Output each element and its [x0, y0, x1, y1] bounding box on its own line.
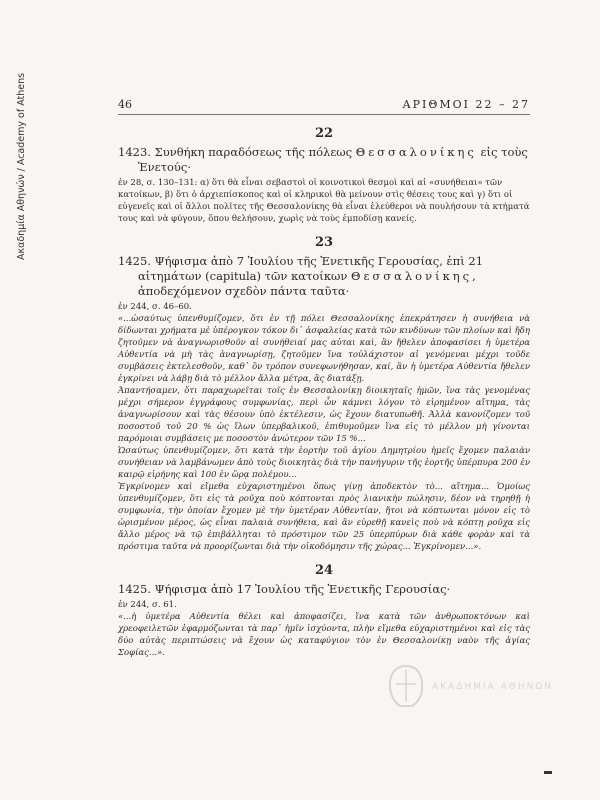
header-rule	[118, 114, 530, 115]
quote-paragraph: Ὡσαύτως ὑπενθυμίζομεν, ὅτι κατὰ τὴν ἑορτὴν τοῦ ἁγίου Δημητρίου ἡμεῖς ἔχομεν παλαιὰν συνήθειαν νὰ λαμβάνωμεν ἀπὸ τοὺς διοικητὰς διὰ τὴν πανήγυριν τῆς ἑορτῆς ὑπέρπυρα 200 ἐν καιρῷ εἰρήνης καὶ 100 ἐν ὥρᾳ πολέμου...	[118, 446, 530, 480]
section-source: ἐν 244, σ. 46–60.	[118, 302, 192, 312]
heading-part: 1425. Ψήφισμα ἀπὸ 17 Ἰουλίου τῆς Ἑνετικῆς Γερουσίας·	[118, 582, 451, 596]
heading-part: 1425. Ψήφισμα ἀπὸ 7 Ἰουλίου τῆς Ἑνετικῆς Γερουσίας, ἐπὶ 21 αἰτημάτων (capitula) τῶν κατοίκων	[118, 254, 484, 283]
quote-paragraph: «...ἡ ὑμετέρα Αὐθεντία θέλει καὶ ἀποφασίζει, ἵνα κατὰ τῶν ἀνθρωποκτόνων καὶ χρεοφειλετῶν ἐφαρμόζωνται τὰ παρ᾽ ἡμῖν ἰσχύοντα, πλὴν εἴμεθα εὐχαριστημένοι καὶ εἰς τὰς δύο αὐτὰς περιπτώσεις νὰ ἔχουν ὡς καταφύγιον τὸν ἐν Θεσσαλονίκῃ ναὸν τῆς ἁγίας Σοφίας...».	[118, 612, 530, 658]
quote-paragraph: Ἐγκρίνομεν καὶ εἴμεθα εὐχαριστημένοι ὅπως γίνῃ ἀποδεκτὸν τὸ... αἴτημα... Ὁμοίως ὑπενθυμίζομεν, ὅτι εἰς τὰ ροῦχα ποὺ κόπτονται πρὸς λιανικὴν πώλησιν, δέον νὰ τηρηθῇ ἡ συμφωνία, τὴν ὁποίαν ἔχομεν μὲ τὴν ὑμετέραν Αὐθεντίαν, ἤτοι νὰ κόπτωνται μόνον εἰς τὸ ὡρισμένον μέρος, ὡς εἶναι παλαιὰ συνήθεια, καὶ ἂν εὑρεθῇ κανεὶς ποὺ νὰ κόπτῃ ροῦχα εἰς ἄλλο μέρος νὰ τῷ ἐπιβάλληται τὸ πρόστιμον τῶν 25 ὑπερπύρων διὰ κάθε φορὰν καὶ τὰ πρόστιμα ταῦτα νὰ προορίζωνται διὰ τὴν οἰκοδόμησιν τῆς χώρας... Ἐγκρίνομεν...».	[118, 482, 530, 552]
page-number: 46	[118, 98, 132, 111]
side-archive-label	[4, 20, 27, 260]
quote-paragraph: Ἀπαντήσαμεν, ὅτι παραχωρεῖται τοῖς ἐν Θεσσαλονίκῃ διοικηταῖς ἡμῶν, ἵνα τὰς γενομένας μέχρι σήμερον ἐγγράφους συμφωνίας, περὶ ὧν κάμνει λόγον τὸ εἰρημένον αἴτημα, τὰς ἀναγνωρίσουν καὶ τὰς θέσουν ὑπὸ ἐκτέλεσιν, ὡς ἔχουν διατυπωθῆ. Ἀλλὰ κανονίζομεν τοῦ ποσοστοῦ τοῦ 20 % ὡς ἴλων ὑπερβαλικοῦ, ἐπιθυμοῦμεν ἵνα εἰς τὸ μέλλον μὴ γίνονται παρόμοιαι συμβάσεις με ποσοστὸν ἀνώτερον τῶν 15 %...	[118, 386, 530, 444]
academy-watermark	[384, 662, 574, 712]
heading-city: Θεσσαλονίκης	[355, 145, 477, 159]
section-number: 23	[314, 235, 334, 250]
section-heading	[118, 145, 530, 175]
section-number: 22	[314, 126, 334, 141]
quote-paragraph: «...ὡσαύτως ὑπενθυμίζομεν, ὅτι ἐν τῇ πόλει Θεσσαλονίκης ἐπεκράτησεν ἡ συνήθεια νὰ δίδωνται χρήματα μὲ ὑπέρογκον τόκον δι᾽ ἀσφαλείας κατὰ τῶν κινδύνων τῶν πλοίων καὶ ἤδη ζητοῦμεν νὰ ἀναγνωρισθοῦν αἱ συνήθειαί μας αὐται καὶ, ἂν ἤθελεν ἀποφασίσει ἡ ὑμετέρα Αὐθεντία νὰ μὴ τὰς ἀναγνωρίσῃ, ζητοῦμεν ἵνα τοὐλάχιστον αἱ γενόμεναι μέχρι τοῦδε συμβάσεις ἐκτελεσθοῦν, καθ᾽ ὃν τρόπον συνεφωνήθησαν, καί, ἂν ἡ ὑμετέρα Αὐθεντία ἤθελεν ἐγκρίνει νὰ λάβῃ διὰ τὸ μέλλον ἄλλα μέτρα, ἂς διατάξῃ.	[118, 314, 530, 384]
heading-city: Θεσσαλονίκης	[351, 269, 473, 283]
side-archive-label-text: Ακαδημία Αθηνών / Academy of Athens	[16, 72, 27, 260]
section-number: 24	[314, 563, 334, 578]
running-title: ΑΡΙΘΜΟΙ 22 – 27	[402, 98, 530, 111]
heading-part: 1423. Συνθήκη παραδόσεως τῆς πόλεως	[118, 145, 356, 159]
heading-part: εἰς τοὺς Ἑνετούς·	[138, 145, 528, 174]
section-22	[118, 126, 530, 225]
page-content	[118, 124, 530, 659]
section-24	[118, 563, 530, 659]
corner-mark	[544, 771, 552, 774]
section-heading	[118, 582, 530, 597]
section-heading	[118, 254, 530, 299]
running-head	[118, 98, 530, 112]
section-23	[118, 235, 530, 553]
heading-part: , ἀποδεχόμενον σχεδὸν πάντα ταῦτα·	[138, 269, 476, 298]
section-source: ἐν 28, σ. 130–131: α) ὅτι θὰ εἶναι σεβαστοὶ οἱ κοινοτικοὶ θεσμοὶ καὶ αἱ «συνήθειαι» τῶν κατοίκων, β) ὅτι ὁ ἀρχιεπίσκοπος καὶ οἱ κληρικοὶ θὰ μείνουν στὶς θέσεις τους καὶ γ) ὅτι οἱ εὐγενεῖς καὶ οἱ ἄλλοι πολῖτες τῆς Θεσσαλονίκης θὰ εἶναι ἐλεύθεροι νὰ πουλήσουν τὰ κτήματά τους καὶ νὰ φύγουν, ὅπου θελήσουν, χωρὶς νὰ τοὺς ἐμποδίσῃ κανείς.	[118, 178, 530, 224]
watermark-text: ΑΚΑΔΗΜΙΑ ΑΘΗΝΩΝ	[432, 682, 553, 692]
helmet-emblem-icon	[384, 662, 428, 710]
section-source: ἐν 244, σ. 61.	[118, 600, 177, 610]
